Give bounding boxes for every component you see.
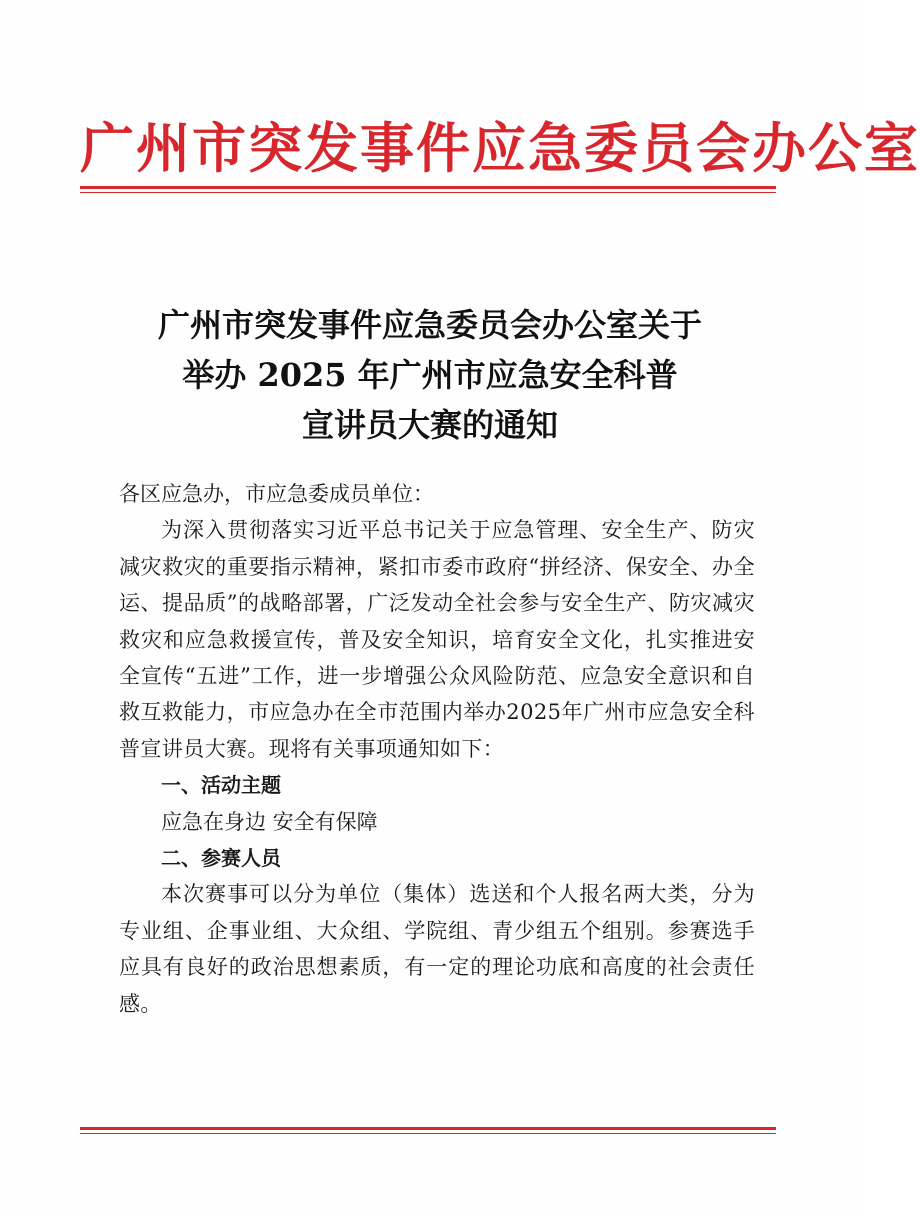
salutation: 各区应急办，市应急委成员单位： (119, 482, 434, 506)
section-heading-participants: 二、参赛人员 (161, 846, 281, 871)
title-line-3: 宣讲员大赛的通知 (301, 406, 558, 444)
footer-divider-thick-line (80, 1127, 776, 1130)
document-body (119, 476, 755, 1022)
divider-thick-line (80, 186, 776, 189)
masthead-title: 广州市突发事件应急委员会办公室 (80, 116, 920, 180)
footer-divider (80, 1127, 776, 1134)
masthead-divider (80, 186, 776, 193)
divider-thin-line (80, 192, 776, 193)
title-line-2: 举办 2025 年广州市应急安全科普 (182, 356, 678, 394)
section-content-participants: 本次赛事可以分为单位（集体）选送和个人报名两大类，分为专业组、企事业组、大众组、学院组、青少组五个组别。参赛选手应具有良好的政治思想素质，有一定的理论功底和高度的社会责任感。 (119, 882, 755, 1016)
document-title (90, 300, 770, 450)
section-heading-theme: 一、活动主题 (161, 773, 281, 798)
intro-paragraph: 为深入贯彻落实习近平总书记关于应急管理、安全生产、防灾减灾救灾的重要指示精神，紧扣市委市政府“拼经济、保安全、办全运、提品质”的战略部署，广泛发动全社会参与安全生产、防灾减灾救灾和应急救援宣传，普及安全知识，培育安全文化，扎实推进安全宣传“五进”工作，进一步增强公众风险防范、应急安全意识和自救互救能力，市应急办在全市范围内举办2025年广州市应急安全科普宣讲员大赛。现将有关事项通知如下： (119, 518, 755, 761)
footer-divider-thin-line (80, 1133, 776, 1134)
section-content-theme: 应急在身边 安全有保障 (161, 809, 378, 834)
title-line-1: 广州市突发事件应急委员会办公室关于 (157, 306, 702, 344)
